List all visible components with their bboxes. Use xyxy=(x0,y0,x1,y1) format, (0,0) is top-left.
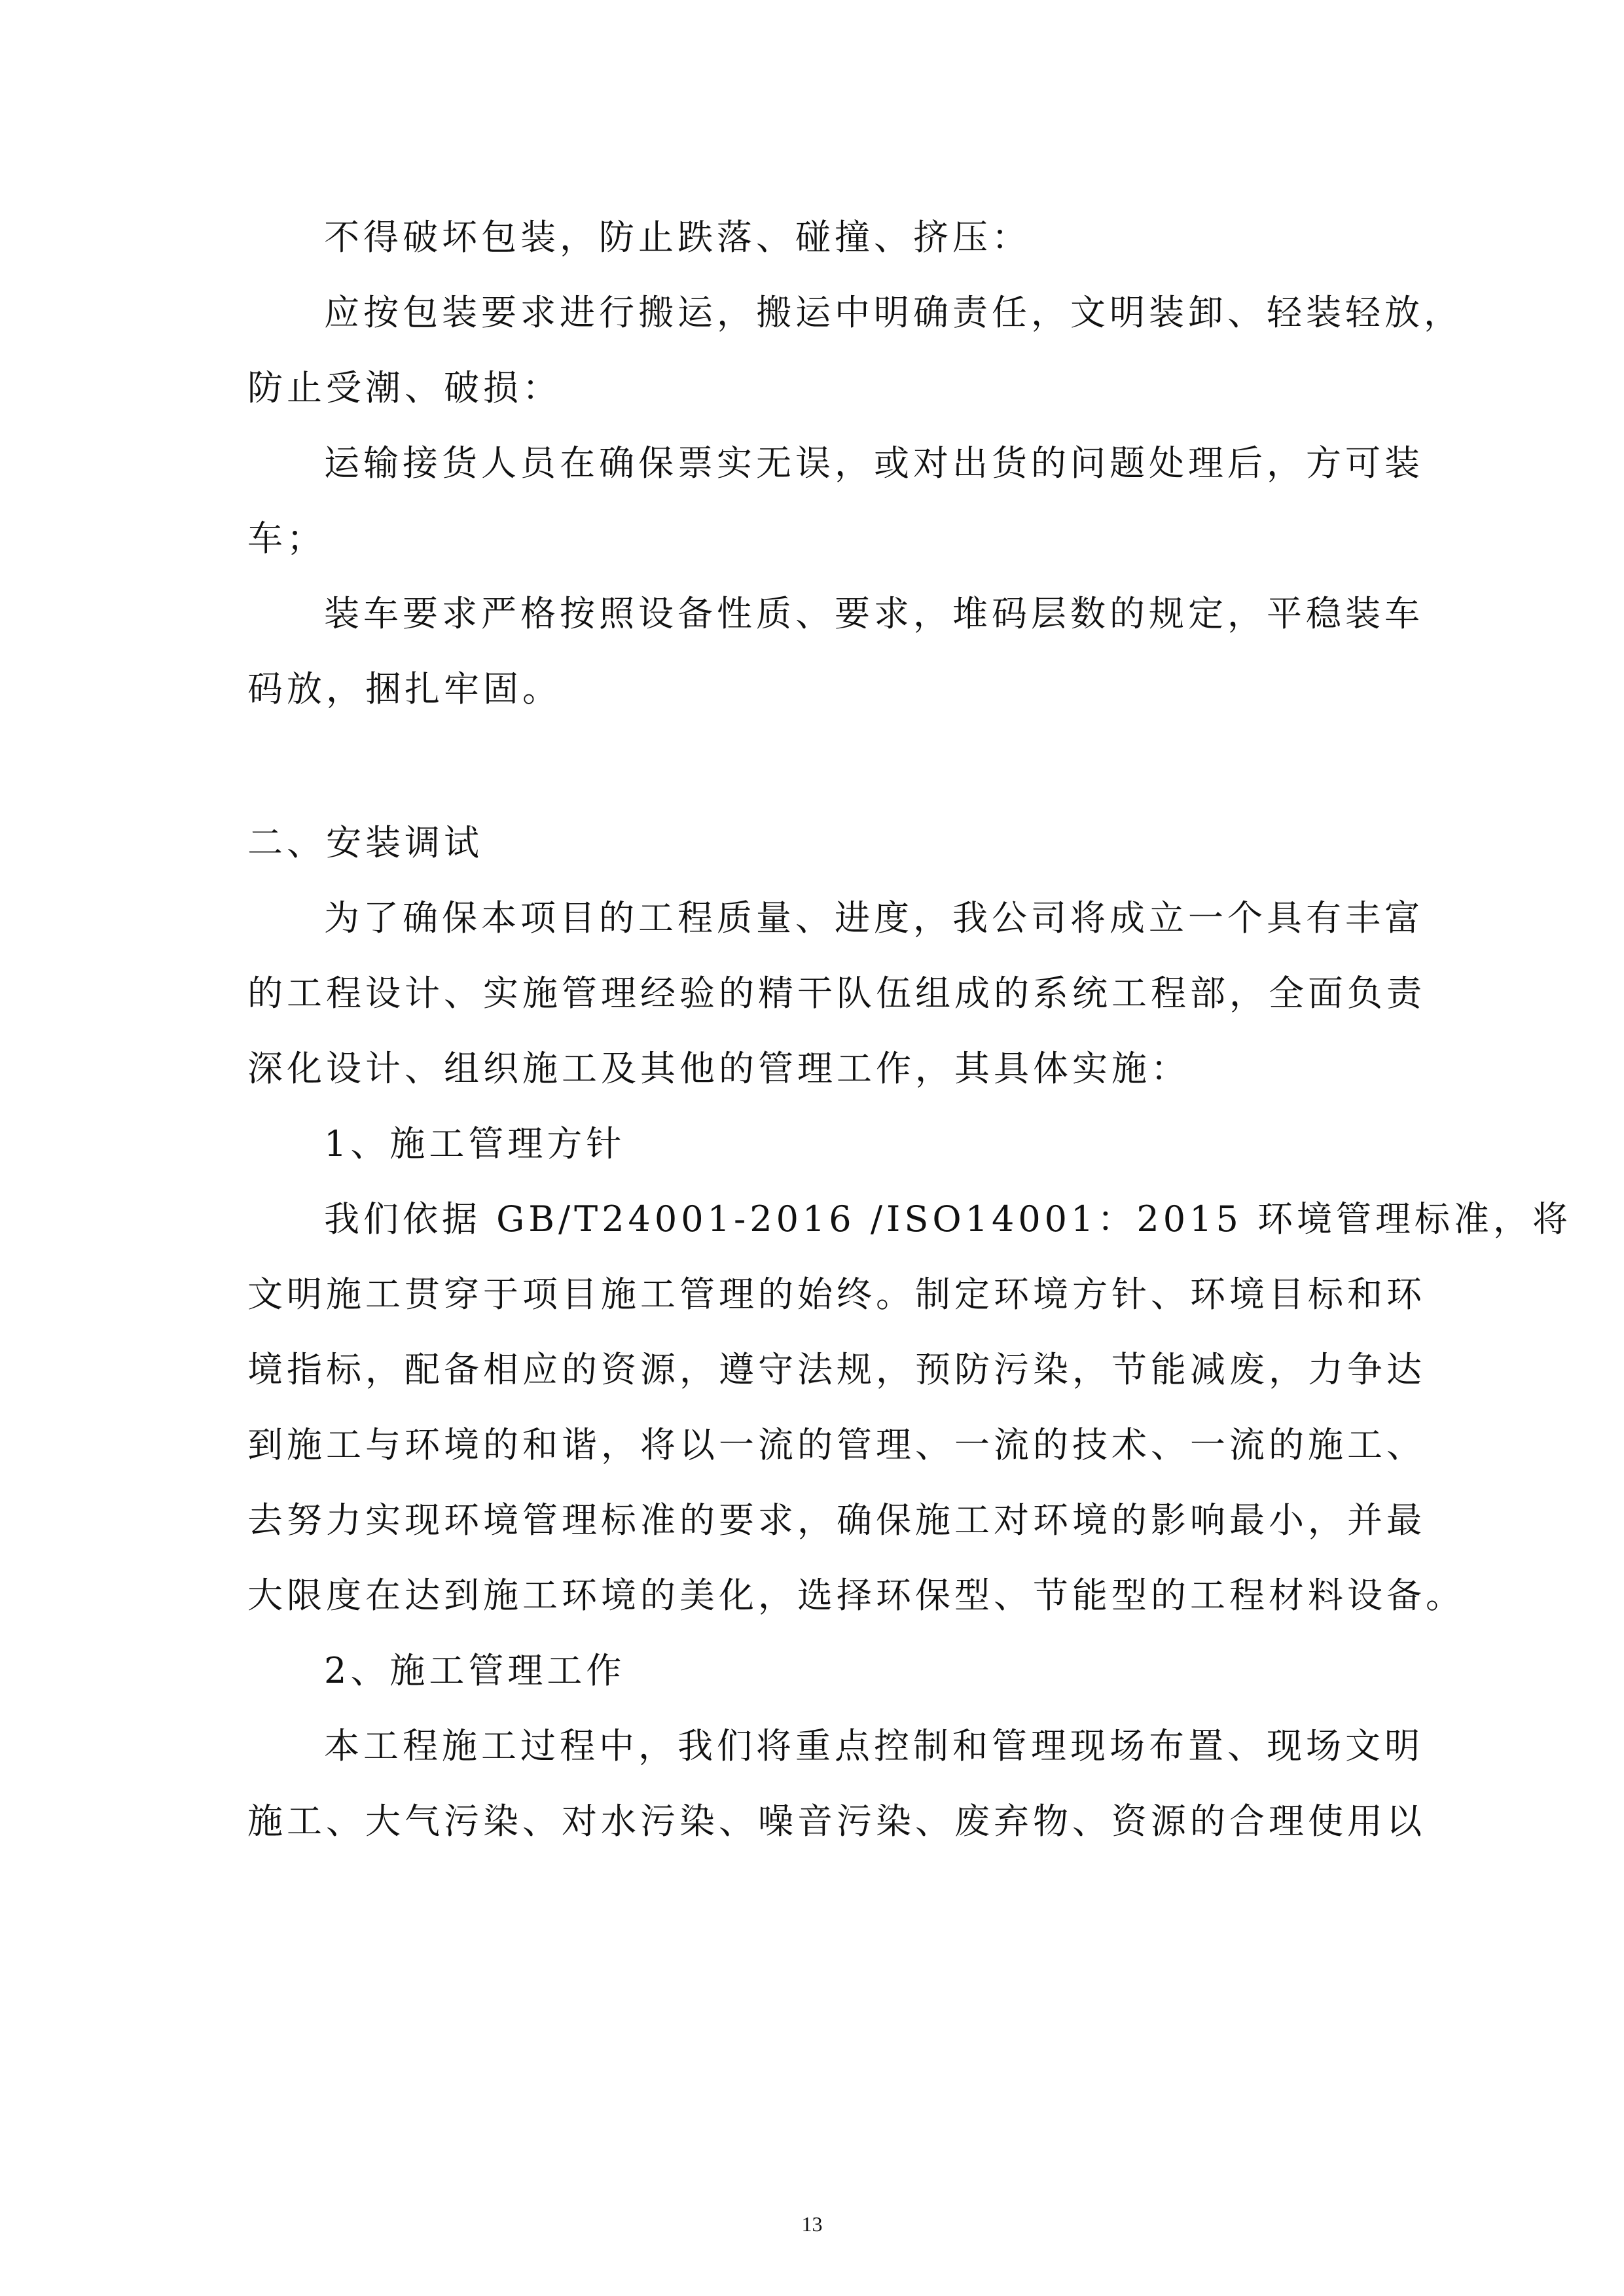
page-number: 13 xyxy=(801,2212,823,2236)
text-line: 到施工与环境的和谐，将以一流的管理、一流的技术、一流的施工、 xyxy=(247,1424,1426,1465)
paragraph xyxy=(247,584,1424,735)
subsection-heading xyxy=(247,1115,1385,1190)
text-line: 深化设计、组织施工及其他的管理工作，其具体实施： xyxy=(247,1048,1190,1089)
heading-line: 2、施工管理工作 xyxy=(324,1650,626,1691)
text-line: 车； xyxy=(247,518,326,559)
text-line: 运输接货人员在确保票实无误，或对出货的问题处理后，方可装 xyxy=(324,442,1424,484)
subsection-heading xyxy=(247,1641,1385,1717)
text-line: 为了确保本项目的工程质量、进度，我公司将成立一个具有丰富 xyxy=(324,897,1424,939)
paragraph xyxy=(247,889,1426,1115)
text-line: 本工程施工过程中，我们将重点控制和管理现场布置、现场文明 xyxy=(324,1725,1424,1767)
text-line: 境指标，配备相应的资源，遵守法规，预防污染，节能减废，力争达 xyxy=(247,1349,1426,1390)
paragraph xyxy=(247,208,1385,283)
section-gap xyxy=(247,735,1385,814)
text-line: 文明施工贯穿于项目施工管理的始终。制定环境方针、环境目标和环 xyxy=(247,1274,1426,1315)
paragraph xyxy=(247,1717,1426,1867)
heading-line: 1、施工管理方针 xyxy=(324,1123,626,1164)
section-heading xyxy=(247,814,1385,889)
heading-line: 二、安装调试 xyxy=(247,822,483,863)
text-line: 防止受潮、破损： xyxy=(247,367,562,408)
text-line: 应按包装要求进行搬运，搬运中明确责任，文明装卸、轻装轻放， xyxy=(324,292,1463,333)
text-line: 施工、大气污染、对水污染、噪音污染、废弃物、资源的合理使用以 xyxy=(247,1801,1426,1842)
text-line: 我们依据 GB/T24001-2016 /ISO14001：2015 环境管理标准，将 xyxy=(324,1198,1572,1240)
text-line: 大限度在达到施工环境的美化，选择环保型、节能型的工程材料设备。 xyxy=(247,1575,1465,1616)
text-line: 装车要求严格按照设备性质、要求，堆码层数的规定，平稳装车 xyxy=(324,593,1424,634)
text-line: 的工程设计、实施管理经验的精干队伍组成的系统工程部，全面负责 xyxy=(247,973,1426,1014)
paragraph xyxy=(247,434,1424,584)
paragraph xyxy=(247,283,1463,434)
text-line: 去努力实现环境管理标准的要求，确保施工对环境的影响最小，并最 xyxy=(247,1499,1426,1541)
body-text xyxy=(247,208,1572,1867)
text-line: 码放，捆扎牢固。 xyxy=(247,668,562,709)
text-line: 不得破坏包装，防止跌落、碰撞、挤压： xyxy=(324,217,1031,258)
paragraph xyxy=(247,1190,1572,1641)
